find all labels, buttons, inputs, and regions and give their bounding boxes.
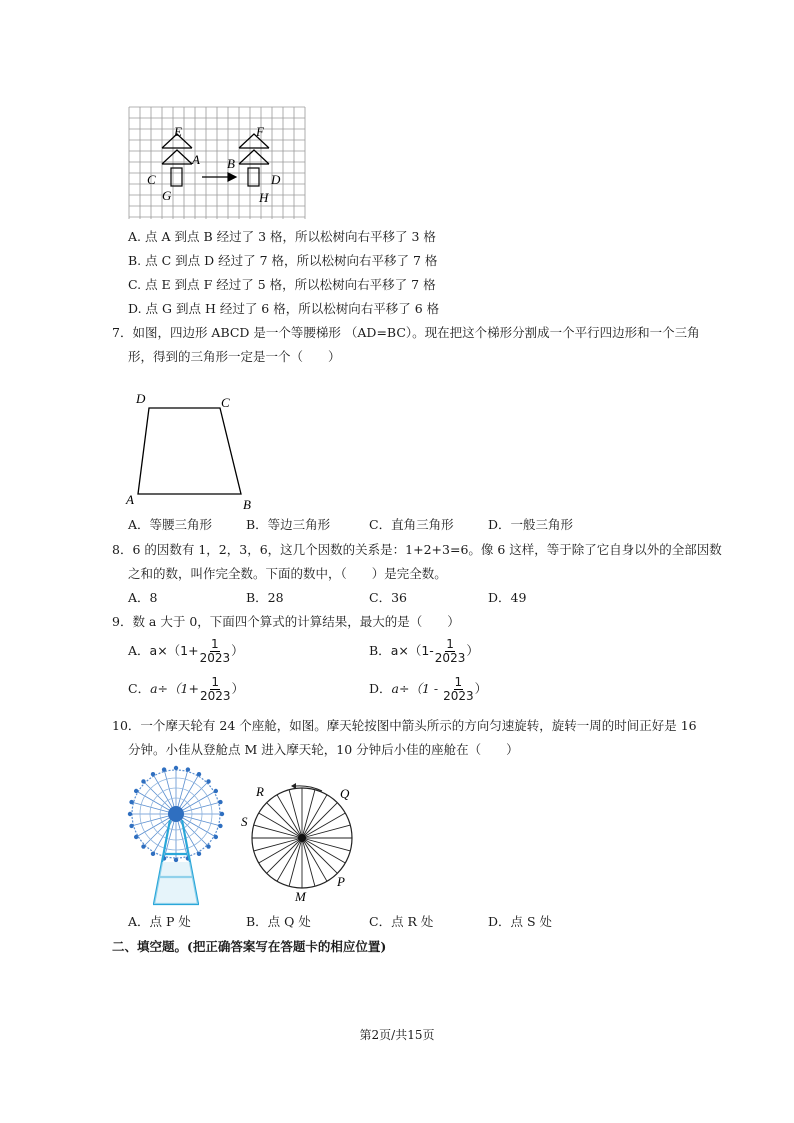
translation-grid-figure — [128, 106, 306, 222]
option-letter: C． — [128, 681, 151, 696]
schematic-spoke — [254, 825, 302, 838]
option-text: 点 A 到点 B 经过了 3 格，所以松树向右平移了 3 格 — [145, 229, 436, 244]
fraction-numerator: 1 — [446, 637, 454, 651]
q8-option-d[interactable]: D．49 — [488, 590, 527, 605]
expr-prefix: a×（1+ — [149, 643, 199, 658]
q10-option-c[interactable]: C．点 R 处 — [369, 914, 434, 929]
option-letter: A． — [128, 643, 150, 658]
schematic-spoke — [302, 825, 350, 838]
wheel-cabin — [214, 789, 218, 793]
expr-prefix: a÷（1 - — [391, 681, 443, 696]
schematic-spoke — [302, 838, 350, 851]
wheel-cabin — [151, 852, 155, 856]
wheel-cabin — [197, 852, 201, 856]
q7-stem-line2: 形，得到的三角形一定是一个（ ） — [128, 349, 341, 364]
label-Q: Q — [340, 786, 350, 801]
q9-stem: 9．数 a 大于 0，下面四个算式的计算结果，最大的是（ ） — [112, 614, 460, 629]
schematic-spoke — [302, 790, 315, 838]
q10-option-d[interactable]: D．点 S 处 — [488, 914, 553, 929]
q6-option-a-text[interactable] — [128, 229, 436, 245]
wheel-cabin — [186, 767, 190, 771]
label-C: C — [147, 172, 156, 187]
q10-stem-line2: 分钟。小佳从登舱点 M 进入摩天轮，10 分钟后小佳的座舱在（ ） — [128, 742, 519, 757]
fraction — [200, 676, 231, 703]
label-S: S — [241, 814, 248, 829]
fraction-numerator: 1 — [454, 675, 463, 689]
q7-option-b[interactable]: B．等边三角形 — [246, 517, 331, 532]
wheel-cabin — [162, 767, 166, 771]
expr-suffix: ） — [231, 681, 244, 696]
option-text: 点 E 到点 F 经过了 5 格，所以松树向右平移了 7 格 — [145, 277, 436, 292]
fraction-numerator: 1 — [211, 637, 219, 651]
wheel-cabin — [174, 858, 178, 862]
wheel-cabin — [214, 835, 218, 839]
q10-stem-line1: 10．一个摩天轮有 24 个座舱，如图。摩天轮按图中箭头所示的方向匀速旋转，旋转一周的时间正好是 16 — [112, 718, 697, 733]
schematic-spoke — [302, 838, 315, 886]
q6-option-b[interactable] — [128, 253, 437, 269]
expr-suffix: ） — [474, 681, 488, 696]
fraction-denominator: 2023 — [199, 651, 231, 665]
wheel-cabin — [128, 812, 132, 816]
label-M: M — [295, 889, 306, 904]
option-letter: A. — [128, 229, 142, 244]
label-P: P — [337, 874, 345, 889]
translation-arrow — [202, 173, 236, 181]
option-letter: B. — [128, 253, 142, 268]
label-B: B — [227, 156, 235, 171]
schematic-spoke — [254, 838, 302, 851]
right-tree — [239, 134, 269, 186]
label-D: D — [136, 391, 146, 406]
wheel-cabin — [174, 766, 178, 770]
wheel-cabin — [141, 844, 145, 848]
option-letter: D. — [128, 301, 142, 316]
expr-suffix: ） — [466, 643, 479, 658]
left-tree — [162, 134, 192, 186]
fraction — [435, 638, 466, 665]
option-letter: D． — [369, 681, 392, 696]
wheel-cabin — [151, 772, 155, 776]
fraction — [200, 638, 231, 665]
label-A: A — [192, 152, 200, 167]
page-footer: 第2页/共15页 — [359, 1028, 435, 1042]
q7-option-c[interactable]: C．直角三角形 — [369, 517, 454, 532]
wheel-cabin — [141, 779, 145, 783]
q9-option-a[interactable] — [128, 638, 244, 665]
wheel-cabin — [206, 779, 210, 783]
label-E: E — [174, 124, 182, 139]
wheel-cabin — [206, 844, 210, 848]
q8-stem-line2: 之和的数，叫作完全数。下面的数中，（ ）是完全数。 — [128, 566, 447, 581]
section-2-heading: 二、填空题。(把正确答案写在答题卡的相应位置) — [112, 939, 387, 954]
fraction-denominator: 2023 — [199, 689, 231, 703]
wheel-schematic — [236, 774, 366, 904]
q8-option-a[interactable]: A．8 — [128, 590, 158, 605]
q6-option-d[interactable] — [128, 301, 439, 317]
q7-option-a[interactable]: A．等腰三角形 — [128, 517, 213, 532]
wheel-cabin — [197, 772, 201, 776]
q6-option-c[interactable] — [128, 277, 436, 293]
trapezoid-figure — [120, 388, 270, 514]
label-H: H — [259, 190, 269, 205]
schematic-spoke — [289, 790, 302, 838]
label-A: A — [126, 492, 134, 507]
option-letter: B． — [369, 643, 391, 658]
wheel-cabin — [220, 812, 224, 816]
wheel-cabin — [129, 800, 133, 804]
q8-stem-line1: 8．6 的因数有 1，2，3，6，这几个因数的关系是：1+2+3=6。像 6 这样，等于除了它自身以外的全部因数 — [112, 542, 722, 557]
label-C: C — [221, 395, 230, 410]
label-B: B — [243, 497, 251, 512]
label-G: G — [162, 188, 172, 203]
q8-option-b[interactable]: B．28 — [246, 590, 284, 605]
option-text: 点 C 到点 D 经过了 7 格，所以松树向右平移了 7 格 — [145, 253, 438, 268]
fraction-denominator: 2023 — [443, 689, 474, 703]
fraction-denominator: 2023 — [434, 651, 466, 665]
q10-option-b[interactable]: B．点 Q 处 — [246, 914, 311, 929]
q8-option-c[interactable]: C．36 — [369, 590, 407, 605]
schematic-spoke — [289, 838, 302, 886]
wheel-cabin — [129, 824, 133, 828]
wheel-cabin — [218, 824, 222, 828]
expr-prefix: a×（1- — [390, 643, 434, 658]
ferris-wheel-illustration — [124, 762, 230, 908]
expr-suffix: ） — [231, 643, 244, 658]
q7-option-d[interactable]: D．一般三角形 — [488, 517, 574, 532]
wheel-cabin — [134, 835, 138, 839]
q7-stem-line1: 7．如图，四边形 ABCD 是一个等腰梯形 （AD=BC）。现在把这个梯形分割成一个平行四边形和一个三角 — [112, 325, 700, 340]
wheel-cabin — [134, 789, 138, 793]
q9-option-d[interactable] — [369, 676, 487, 703]
q10-option-a[interactable]: A．点 P 处 — [128, 914, 191, 929]
option-text: 点 G 到点 H 经过了 6 格，所以松树向右平移了 6 格 — [145, 301, 440, 316]
label-F: F — [256, 124, 264, 139]
fraction-numerator: 1 — [211, 675, 220, 689]
option-letter: C. — [128, 277, 142, 292]
q9-option-c[interactable] — [128, 676, 244, 703]
fraction — [443, 676, 474, 703]
label-R: R — [256, 784, 264, 799]
expr-prefix: a÷（1+ — [150, 681, 199, 696]
q9-option-b[interactable] — [369, 638, 479, 665]
wheel-cabin — [218, 800, 222, 804]
label-D: D — [271, 172, 281, 187]
